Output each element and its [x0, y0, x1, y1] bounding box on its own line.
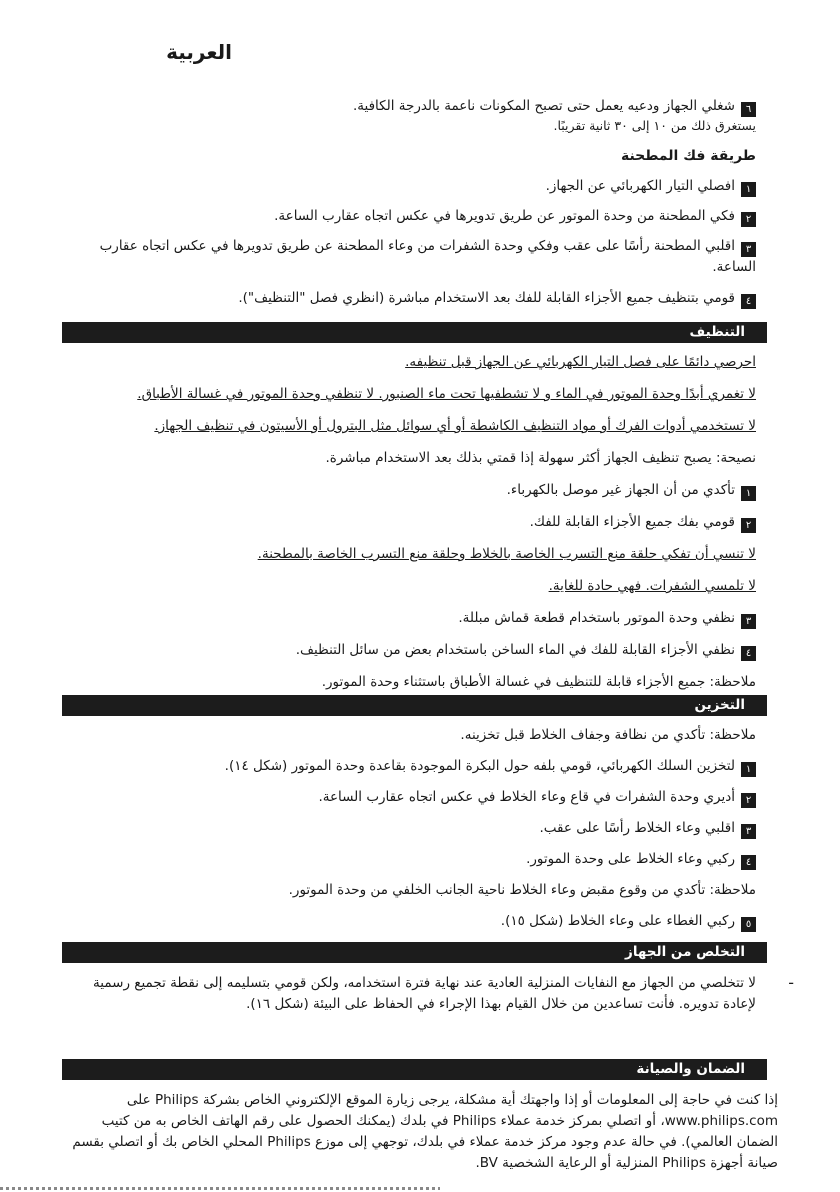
cleaning-section — [62, 352, 756, 693]
note-text: ملاحظة: جميع الأجزاء قابلة للتنظيف في غسالة الأطباق باستثناء وحدة الموتور. — [321, 674, 756, 690]
disposal-section — [62, 973, 794, 1015]
step-item: ٤قومي بتنظيف جميع الأجزاء القابلة للفك بعد الاستخدام مباشرة (انظري فصل "التنظيف"). — [62, 288, 756, 309]
disposal-text: لإعادة تدويره. فأنت تساعدين من خلال القيام بهذا الإجراء في الحفاظ على البيئة (شكل ١٦). — [246, 996, 756, 1012]
print-marks — [0, 1187, 440, 1190]
step-item: ٣اقلبي المطحنة رأسًا على عقب وفكي وحدة الشفرات من وعاء المطحنة عن طريق تدويرها في عكس اتجاه عقارب — [62, 236, 756, 257]
step-item: ٤ركبي وعاء الخلاط على وحدة الموتور. — [62, 849, 756, 870]
step-item: ١تأكدي من أن الجهاز غير موصل بالكهرباء. — [62, 480, 756, 501]
list-dash: - — [788, 973, 794, 992]
language-label: العربية — [166, 40, 232, 64]
warning-text: لا تغمري أبدًا وحدة الموتور في الماء و لا تشطفيها تحت ماء الصنبور. لا تنظفي وحدة الموتور في غسالة الأطباق. — [137, 386, 756, 402]
warranty-text: الضمان العالمي). في حالة عدم وجود مركز خدمة عملاء في بلدك، توجهي إلى موزع Philips المحلي الخاص بك أو اتصلي بقسم — [72, 1134, 778, 1150]
step-note: يستغرق ذلك من ١٠ إلى ٣٠ ثانية تقريبًا. — [553, 118, 756, 133]
disassembly-section — [62, 145, 756, 167]
step-number: ٦ — [741, 102, 756, 117]
step-item: ٢أديري وحدة الشفرات في قاع وعاء الخلاط في عكس اتجاه عقارب الساعة. — [62, 787, 756, 808]
step-item: ٣نظفي وحدة الموتور باستخدام قطعة قماش مبللة. — [62, 608, 756, 629]
section-header-storage: التخزين — [62, 695, 767, 716]
warranty-text: إذا كنت في حاجة إلى المعلومات أو إذا واجهتك أية مشكلة، يرجى زيارة الموقع الإلكتروني الخاص بشركة Philips على — [126, 1092, 778, 1108]
step-item: ٦شغلي الجهاز ودعيه يعمل حتى تصبح المكونات ناعمة بالدرجة الكافية. — [62, 96, 756, 117]
section-header-warranty: الضمان والصيانة — [62, 1059, 767, 1080]
step-item: ٢قومي بفك جميع الأجزاء القابلة للفك. — [62, 512, 756, 533]
step-item: ٢فكي المطحنة من وحدة الموتور عن طريق تدويرها في عكس اتجاه عقارب الساعة. — [62, 206, 756, 227]
step-item: ٤نظفي الأجزاء القابلة للفك في الماء الساخن باستخدام بعض من سائل التنظيف. — [62, 640, 756, 661]
tip-text: نصيحة: يصبح تنظيف الجهاز أكثر سهولة إذا قمتي بذلك بعد الاستخدام مباشرة. — [325, 450, 756, 466]
note-text: ملاحظة: تأكدي من نظافة وجفاف الخلاط قبل تخزينه. — [460, 727, 756, 743]
step-list — [62, 176, 756, 309]
storage-section — [62, 725, 756, 932]
step-item: ٣اقلبي وعاء الخلاط رأسًا على عقب. — [62, 818, 756, 839]
section-header-disposal: التخلص من الجهاز — [62, 942, 767, 963]
warranty-section — [62, 1090, 778, 1174]
disposal-text: لا تتخلصي من الجهاز مع النفايات المنزلية العادية عند نهاية فترة استخدامه، ولكن قومي بتسليمه إلى نقطة تجميع رسمية — [93, 975, 756, 991]
section-header-cleaning: التنظيف — [62, 322, 767, 343]
step-continuation: الساعة. — [712, 259, 756, 275]
warning-text: احرصي دائمًا على فصل التيار الكهربائي عن الجهاز قبل تنظيفه. — [405, 354, 756, 370]
warning-text: لا تستخدمي أدوات الفرك أو مواد التنظيف الكاشطة أو أي سوائل مثل البترول أو الأسيتون في تنظيف الجهاز. — [154, 418, 756, 434]
warranty-text: www.philips.com، أو اتصلي بمركز خدمة عملاء Philips في بلدك (يمكنك الحصول على رقم الهاتف الخاص به من كتيب — [101, 1113, 778, 1129]
step-item: ١لتخزين السلك الكهربائي، قومي بلفه حول البكرة الموجودة بقاعدة وحدة الموتور (شكل ١٤). — [62, 756, 756, 777]
warning-text: لا تنسي أن تفكي حلقة منع التسرب الخاصة بالخلاط وحلقة منع التسرب الخاصة بالمطحنة. — [257, 546, 756, 562]
warning-text: لا تلمسي الشفرات. فهي حادة للغاية. — [548, 578, 756, 594]
section-subtitle: طريقة فك المطحنة — [620, 148, 756, 164]
note-text: ملاحظة: تأكدي من وقوع مقبض وعاء الخلاط ناحية الجانب الخلفي من وحدة الموتور. — [288, 882, 756, 898]
intro-section — [62, 96, 756, 135]
step-item: ١افصلي التيار الكهربائي عن الجهاز. — [62, 176, 756, 197]
warranty-text: صيانة أجهزة Philips المنزلية أو الرعاية الشخصية BV. — [475, 1155, 778, 1171]
step-item: ٥ركبي الغطاء على وعاء الخلاط (شكل ١٥). — [62, 911, 756, 932]
